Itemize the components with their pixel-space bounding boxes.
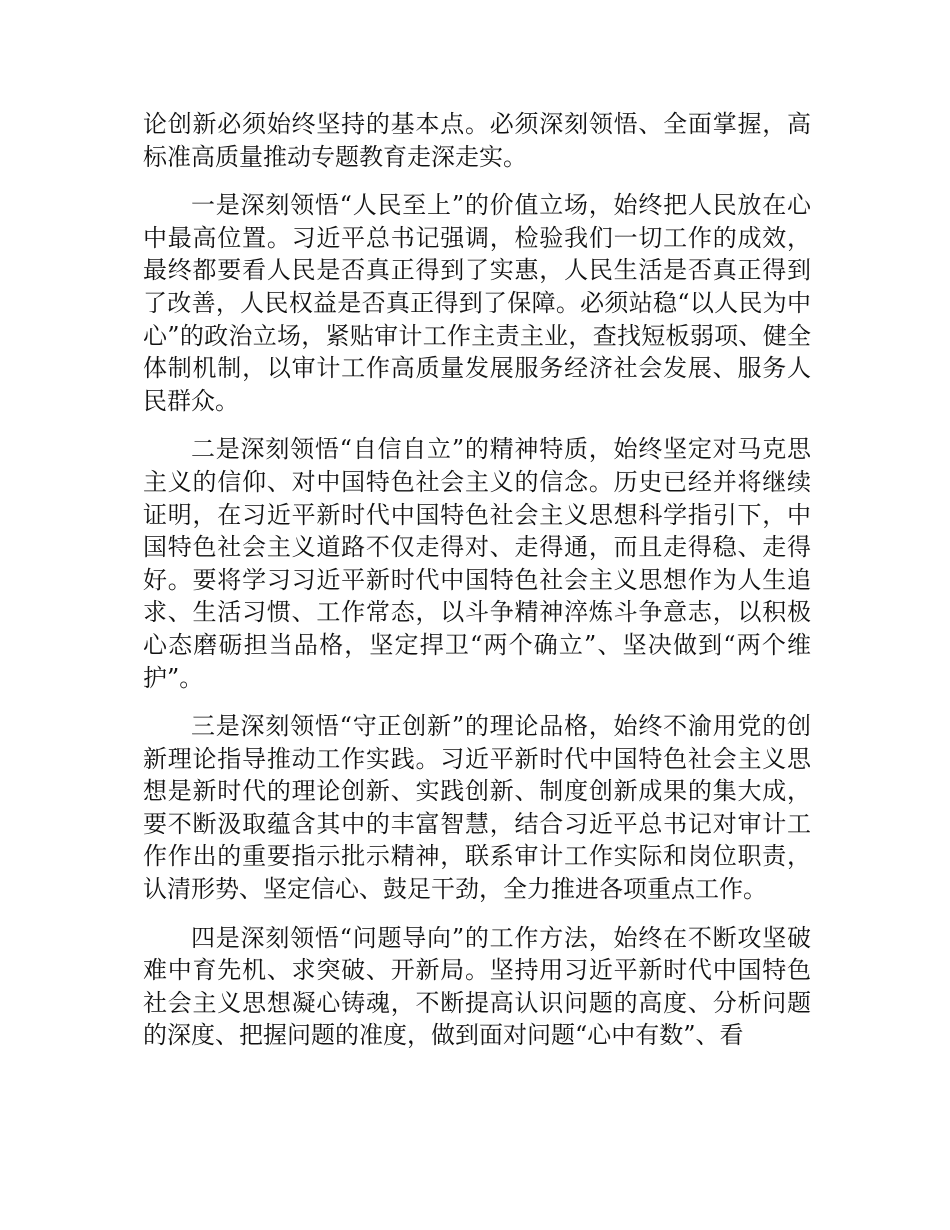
paragraph-3: 二是深刻领悟“自信自立”的精神特质，始终坚定对马克思主义的信仰、对中国特色社会主义的信念。历史已经并将继续证明，在习近平新时代中国特色社会主义思想科学指引下，中国特色社会主义道路不仅走得对、走得通，而且走得稳、走得好。要将学习习近平新时代中国特色社会主义思想作为人生追求、生活习惯、工作常态，以斗争精神淬炼斗争意志，以积极心态磨砺担当品格，坚定捍卫“两个确立”、坚决做到“两个维护”。 <box>143 435 811 692</box>
paragraph-1: 论创新必须始终坚持的基本点。必须深刻领悟、全面掌握，高标准高质量推动专题教育走深走实。 <box>143 110 811 171</box>
paragraph-4: 三是深刻领悟“守正创新”的理论品格，始终不渝用党的创新理论指导推动工作实践。习近平新时代中国特色社会主义思想是新时代的理论创新、实践创新、制度创新成果的集大成，要不断汲取蕴含其中的丰富智慧，结合习近平总书记对审计工作作出的重要指示批示精神，联系审计工作实际和岗位职责，认清形势、坚定信心、鼓足干劲，全力推进各项重点工作。 <box>143 712 811 904</box>
paragraph-5: 四是深刻领悟“问题导向”的工作方法，始终在不断攻坚破难中育先机、求突破、开新局。坚持用习近平新时代中国特色社会主义思想凝心铸魂，不断提高认识问题的高度、分析问题的深度、把握问题的准度，做到面对问题“心中有数”、看 <box>143 923 811 1050</box>
paragraph-2: 一是深刻领悟“人民至上”的价值立场，始终把人民放在心中最高位置。习近平总书记强调，检验我们一切工作的成效，最终都要看人民是否真正得到了实惠，人民生活是否真正得到了改善，人民权益是否真正得到了保障。必须站稳“以人民为中心”的政治立场，紧贴审计工作主责主业，查找短板弱项、健全体制机制，以审计工作高质量发展服务经济社会发展、服务人民群众。 <box>143 191 811 415</box>
document-page <box>143 108 811 1068</box>
